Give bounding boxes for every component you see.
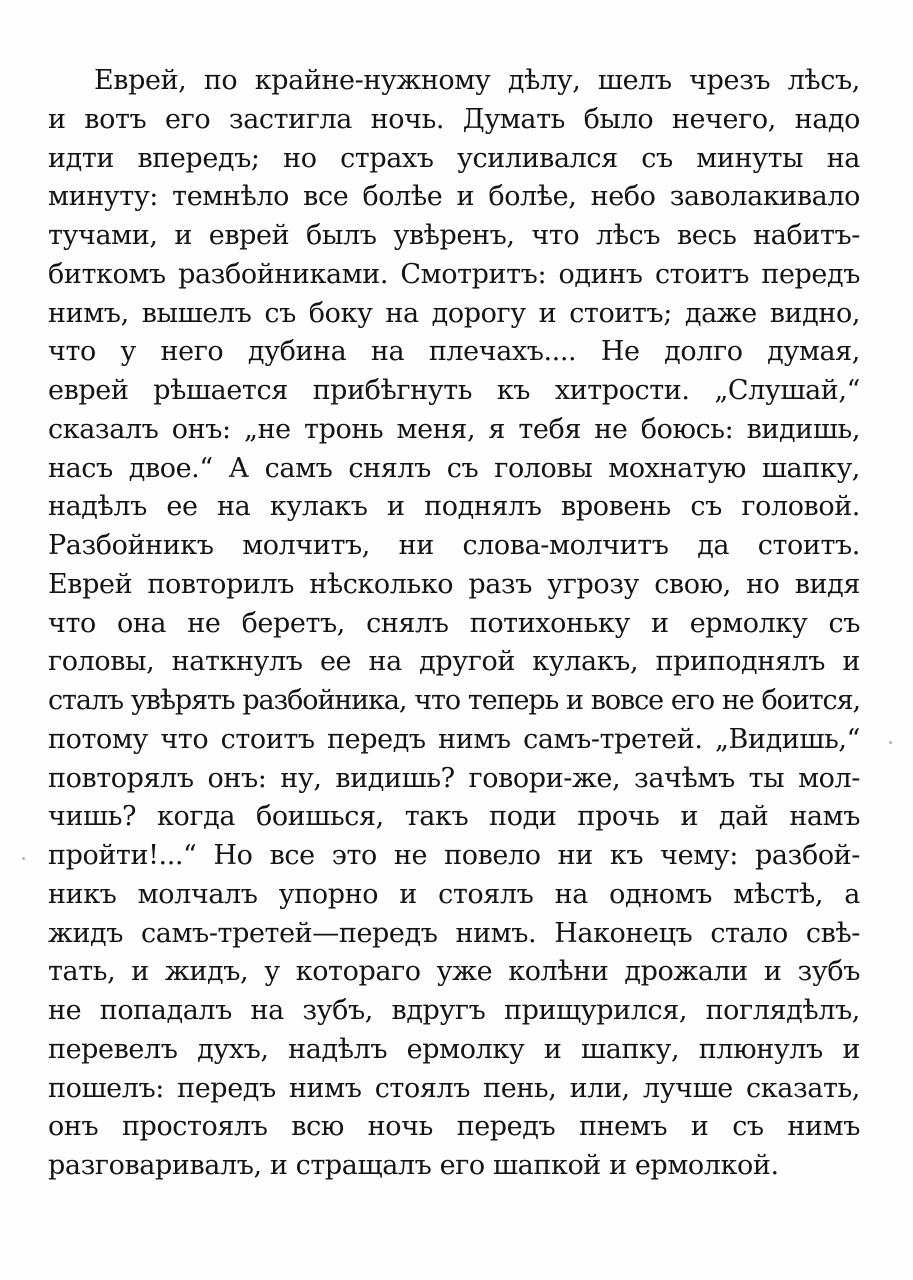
text-line: повторялъ онъ: ну, видишь? говори-же, зачѣмъ ты мол- [48, 762, 860, 794]
text-line: пошелъ: передъ нимъ стоялъ пень, или, лучше сказать, [48, 1072, 860, 1104]
text-line: биткомъ разбойниками. Смотритъ: одинъ стоитъ передъ [48, 258, 860, 290]
text-line: потому что стоитъ передъ нимъ самъ-третей. „Видишь,“ [48, 723, 860, 755]
text-line: никъ молчалъ упорно и стоялъ на одномъ мѣстѣ, а [48, 878, 860, 910]
text-line: Разбойникъ молчитъ, ни слова-молчитъ да стоитъ. [48, 530, 860, 561]
text-line: не попадалъ на зубъ, вдругъ прищурился, поглядѣлъ, [48, 995, 860, 1026]
text-line: что она не беретъ, снялъ потихоньку и ермолку съ [48, 607, 860, 639]
text-line: минуту: темнѣло все болѣе и болѣе, небо заволакивало [48, 181, 860, 213]
text-line: сказалъ онъ: „не тронь меня, я тебя не боюсь: видишь, [48, 413, 860, 445]
text-line: надѣлъ ее на кулакъ и поднялъ вровень съ головой. [48, 491, 860, 523]
text-line: Еврей повторилъ нѣсколько разъ угрозу свою, но видя [48, 568, 860, 600]
text-line: идти впередъ; но страхъ усиливался съ минуты на [48, 142, 860, 174]
text-line: чишь? когда боишься, такъ поди прочь и дай намъ [48, 801, 860, 833]
text-line: нимъ, вышелъ съ боку на дорогу и стоитъ; даже видно, [48, 297, 860, 329]
text-line: перевелъ духъ, надѣлъ ермолку и шапку, плюнулъ и [48, 1033, 860, 1065]
text-line: жидъ самъ-третей—передъ нимъ. Наконецъ стало свѣ- [48, 917, 860, 949]
text-line: онъ простоялъ всю ночь передъ пнемъ и съ нимъ [48, 1111, 860, 1143]
text-line: тать, и жидъ, у котораго уже колѣни дрожали и зубъ [48, 956, 860, 988]
text-line: Еврей, по крайне-нужному дѣлу, шелъ чрезъ лѣсъ, [94, 65, 860, 96]
scan-speck [889, 741, 892, 744]
text-line: что у него дубина на плечахъ.... Не долго думая, [48, 336, 860, 368]
paragraph [48, 62, 860, 1186]
text-line: пройти!...“ Но все это не повело ни къ чему: разбой- [48, 840, 860, 871]
text-line: насъ двое.“ А самъ снялъ съ головы мохнатую шапку, [48, 452, 860, 484]
text-line: еврей рѣшается прибѣгнуть къ хитрости. „Слушай,“ [48, 375, 860, 406]
text-line: и вотъ его застигла ночь. Думать было нечего, надо [48, 103, 860, 135]
text-line: головы, наткнулъ ее на другой кулакъ, приподнялъ и [48, 646, 860, 678]
text-line: разговаривалъ, и стращалъ его шапкой и ермолкой. [48, 1150, 779, 1181]
text-line: тучами, и еврей былъ увѣренъ, что лѣсъ весь набитъ- [48, 220, 860, 251]
scan-speck [22, 857, 25, 860]
text-line: сталъ увѣрять разбойника, что теперь и вовсе его не боится, [48, 685, 860, 716]
